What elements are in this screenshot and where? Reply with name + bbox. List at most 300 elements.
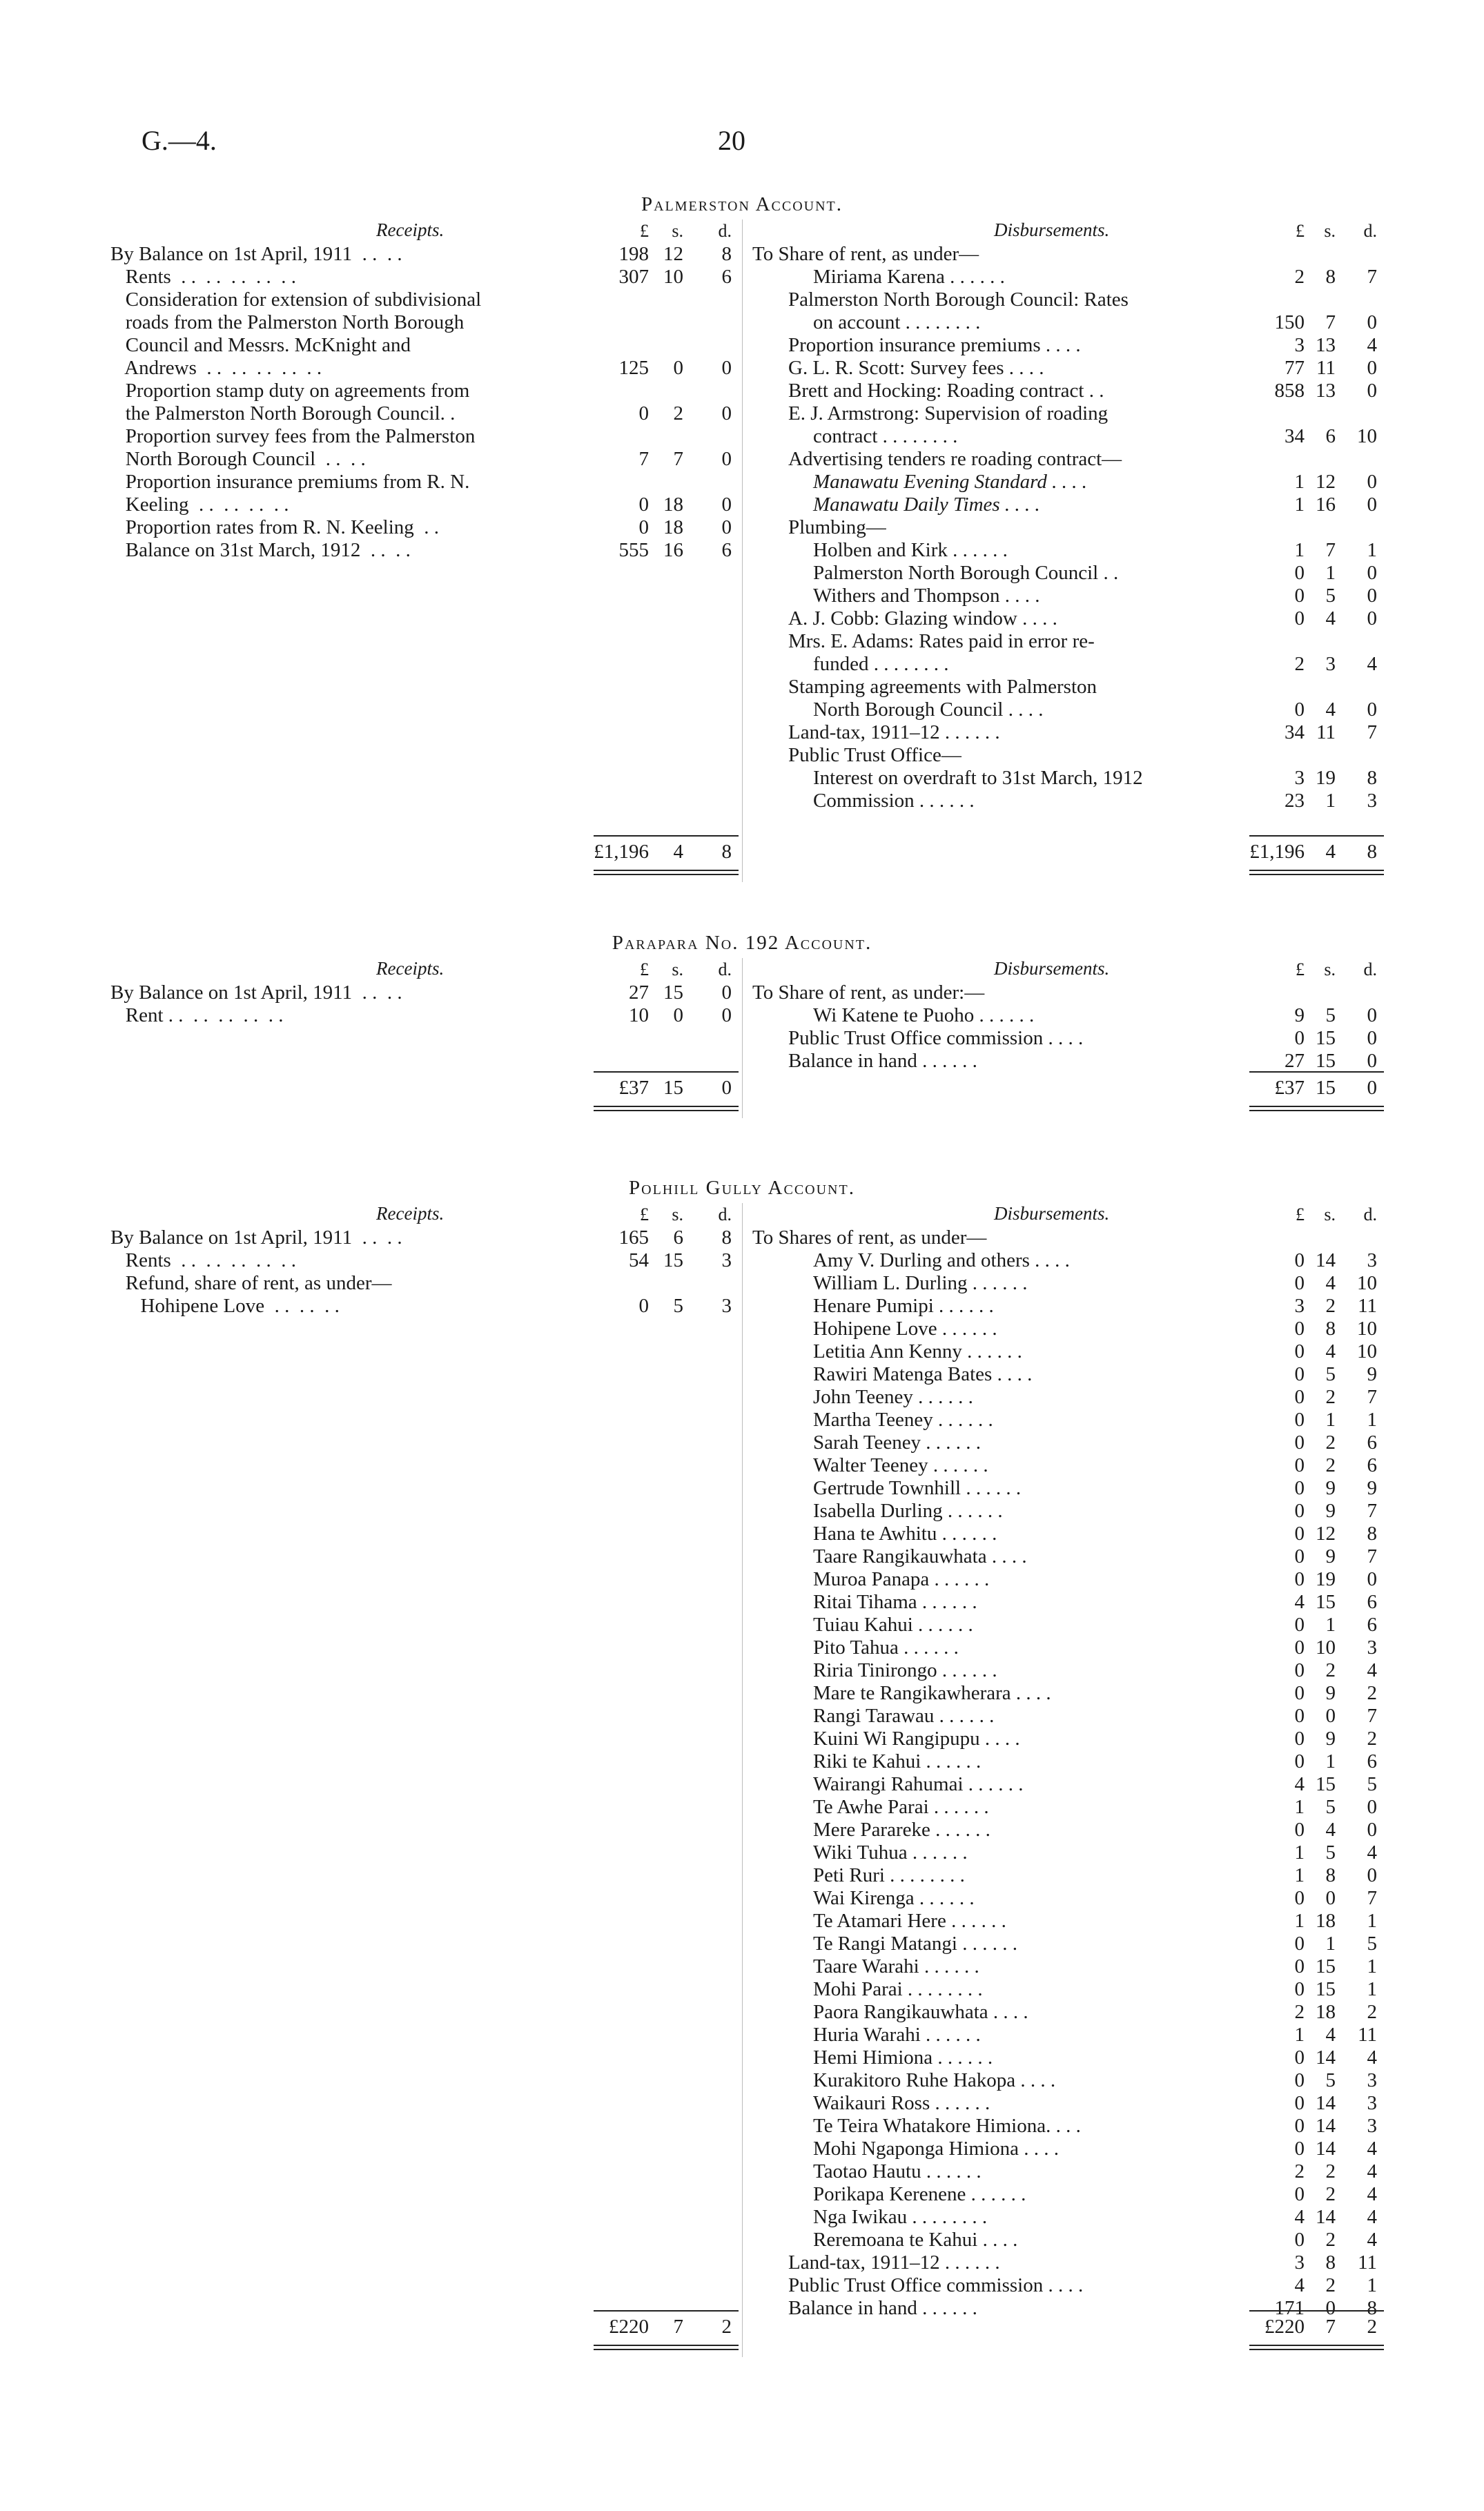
receipt-text: Keeling . . . . . . . . — [110, 494, 289, 516]
disbursement-text: Interest on overdraft to 31st March, 1912 — [813, 767, 1143, 789]
amount-shillings: 5 — [1325, 1004, 1336, 1026]
money-heading-left: d. — [718, 959, 732, 979]
amount-pence: 11 — [1358, 2251, 1377, 2274]
amount-pence: 0 — [721, 402, 732, 424]
amount-pounds: 0 — [1294, 1659, 1305, 1681]
disbursement-text: To Shares of rent, as under— — [752, 1227, 987, 1249]
disbursement-text: To Share of rent, as under:— — [752, 981, 985, 1004]
receipt-row — [110, 1272, 732, 1295]
disbursement-row — [752, 311, 1377, 334]
disbursement-row — [752, 607, 1377, 630]
amount-shillings: 2 — [1325, 1386, 1336, 1408]
money-heading-right: d. — [1363, 1204, 1377, 1224]
amount-pence: 3 — [721, 1295, 732, 1317]
amount-shillings: 1 — [1325, 1614, 1336, 1636]
disbursement-row — [752, 1864, 1377, 1887]
amount-shillings: 14 — [1316, 2115, 1336, 2137]
amount-pounds: 0 — [1294, 1477, 1305, 1499]
amount-pounds: 10 — [629, 1004, 649, 1026]
amount-pounds: 0 — [1294, 1500, 1305, 1522]
money-heading-left: s. — [672, 221, 683, 241]
amount-pounds: 0 — [1294, 1454, 1305, 1476]
disbursement-row — [752, 1477, 1377, 1500]
money-heading-right: s. — [1324, 1204, 1336, 1224]
page-number: 20 — [718, 125, 745, 156]
amount-pence: 10 — [1357, 1272, 1377, 1294]
disbursement-row — [752, 357, 1377, 380]
disbursement-text: Tuiau Kahui . . . . . . — [813, 1614, 973, 1636]
amount-shillings: 15 — [663, 981, 683, 1004]
disbursement-row — [752, 334, 1377, 357]
amount-pence: 6 — [721, 539, 732, 561]
disbursement-text: Balance in hand . . . . . . — [788, 2297, 977, 2319]
disbursement-text: North Borough Council . . . . — [813, 698, 1044, 721]
money-heading-right: s. — [1324, 959, 1336, 979]
amount-pence: 6 — [1367, 1750, 1377, 1772]
disbursement-text: Paora Rangikauwhata . . . . — [813, 2001, 1028, 2023]
amount-shillings: 4 — [1325, 698, 1336, 721]
disbursement-row — [752, 2206, 1377, 2229]
amount-pounds: 1 — [1294, 2024, 1305, 2046]
amount-pence: 1 — [1367, 1955, 1377, 1977]
amount-pounds: 27 — [629, 981, 649, 1004]
amount-pounds: 54 — [629, 1249, 649, 1271]
total-left-pence: 0 — [721, 1077, 732, 1099]
receipts-heading: Receipts. — [376, 219, 445, 240]
disbursement-row — [752, 1636, 1377, 1659]
amount-pounds: 34 — [1285, 425, 1305, 447]
disbursement-row — [752, 1432, 1377, 1454]
disbursement-text: Peti Ruri . . . . . . . . — [813, 1864, 965, 1886]
receipt-text: Refund, share of rent, as under— — [110, 1272, 392, 1294]
total-rule-left — [594, 835, 739, 837]
amount-pounds: 0 — [1294, 585, 1305, 607]
amount-pounds: 0 — [1294, 1750, 1305, 1772]
amount-pence: 0 — [1367, 562, 1377, 584]
amount-pounds: 0 — [1294, 1386, 1305, 1408]
disbursement-row — [752, 1227, 1377, 1249]
amount-pence: 7 — [1367, 266, 1377, 288]
amount-pence: 6 — [1367, 1614, 1377, 1636]
amount-pounds: 1 — [1294, 1910, 1305, 1932]
amount-pence: 8 — [1367, 1523, 1377, 1545]
amount-shillings: 14 — [1316, 2046, 1336, 2069]
amount-shillings: 2 — [1325, 1295, 1336, 1317]
amount-pence: 0 — [1367, 585, 1377, 607]
double-rule-left — [594, 2345, 739, 2350]
disbursement-text: Advertising tenders re roading contract— — [788, 448, 1122, 470]
receipt-text: North Borough Council . . . . — [110, 448, 366, 470]
amount-shillings: 9 — [1325, 1545, 1336, 1567]
amount-shillings: 5 — [1325, 1841, 1336, 1864]
amount-pence: 1 — [1367, 2274, 1377, 2296]
double-rule-left — [594, 870, 739, 875]
disbursement-text: Public Trust Office commission . . . . — [788, 2274, 1084, 2296]
amount-pounds: 0 — [638, 402, 649, 424]
disbursement-row — [752, 1841, 1377, 1864]
disbursement-text: Muroa Panapa . . . . . . — [813, 1568, 990, 1590]
receipt-text: the Palmerston North Borough Council. . — [110, 402, 456, 424]
amount-pounds: 0 — [1294, 1523, 1305, 1545]
disbursement-text: Riria Tinirongo . . . . . . — [813, 1659, 997, 1681]
receipt-text: Hohipene Love . . . . . . — [110, 1295, 340, 1317]
amount-shillings: 6 — [1325, 425, 1336, 447]
double-rule-right — [1249, 1106, 1384, 1111]
disbursement-row — [752, 2024, 1377, 2046]
amount-shillings: 10 — [663, 266, 683, 288]
amount-shillings: 4 — [1325, 1819, 1336, 1841]
disbursement-row — [752, 1568, 1377, 1591]
disbursement-text: Ritai Tihama . . . . . . — [813, 1591, 977, 1613]
amount-pounds: 0 — [638, 494, 649, 516]
amount-shillings: 15 — [1316, 1050, 1336, 1072]
amount-pounds: 0 — [1294, 1728, 1305, 1750]
total-rule-left — [594, 1071, 739, 1073]
amount-shillings: 12 — [1316, 1523, 1336, 1545]
receipt-text: By Balance on 1st April, 1911 . . . . — [110, 981, 402, 1004]
amount-pounds: 2 — [1294, 2001, 1305, 2023]
amount-pounds: 1 — [1294, 1796, 1305, 1818]
amount-shillings: 13 — [1316, 334, 1336, 356]
amount-pounds: 0 — [1294, 2183, 1305, 2205]
disbursement-text: Rangi Tarawau . . . . . . — [813, 1705, 995, 1727]
amount-shillings: 15 — [663, 1249, 683, 1271]
disbursement-text: Plumbing— — [788, 516, 886, 538]
amount-pounds: 0 — [1294, 1887, 1305, 1909]
amount-pence: 6 — [1367, 1432, 1377, 1454]
amount-pence: 0 — [1367, 1050, 1377, 1072]
total-left-shillings: 4 — [673, 841, 683, 863]
disbursement-text: Manawatu Daily Times . . . . — [813, 494, 1040, 516]
total-left-pounds: £37 — [618, 1077, 649, 1099]
amount-pounds: 1 — [1294, 471, 1305, 493]
amount-pence: 1 — [1367, 539, 1377, 561]
disbursement-row — [752, 1340, 1377, 1363]
disbursement-text: G. L. R. Scott: Survey fees . . . . — [788, 357, 1044, 379]
amount-pounds: 23 — [1285, 790, 1305, 812]
disbursement-text: funded . . . . . . . . — [813, 653, 949, 675]
amount-shillings: 7 — [1325, 311, 1336, 333]
money-heading-right: d. — [1363, 221, 1377, 241]
money-heading-left: £ — [640, 221, 649, 241]
money-heading-left: £ — [640, 1204, 649, 1224]
disbursement-text: Kuini Wi Rangipupu . . . . — [813, 1728, 1020, 1750]
amount-pounds: 0 — [1294, 2115, 1305, 2137]
amount-shillings: 16 — [663, 539, 683, 561]
amount-pounds: 1 — [1294, 494, 1305, 516]
amount-pounds: 0 — [1294, 1249, 1305, 1271]
disbursement-text: Letitia Ann Kenny . . . . . . — [813, 1340, 1022, 1362]
amount-shillings: 2 — [1325, 2274, 1336, 2296]
amount-pounds: 34 — [1285, 721, 1305, 743]
amount-pounds: 0 — [1294, 1955, 1305, 1977]
amount-pounds: 1 — [1294, 1841, 1305, 1864]
disbursement-row — [752, 2229, 1377, 2251]
disbursement-row — [752, 1409, 1377, 1432]
amount-pounds: 0 — [1294, 1432, 1305, 1454]
disbursement-text: John Teeney . . . . . . — [813, 1386, 973, 1408]
amount-shillings: 15 — [1316, 1591, 1336, 1613]
disbursement-text: Waikauri Ross . . . . . . — [813, 2092, 990, 2114]
amount-pounds: 2 — [1294, 266, 1305, 288]
disbursement-text: Public Trust Office— — [788, 744, 961, 766]
section-title: Polhill Gully Account. — [629, 1177, 855, 1199]
amount-shillings: 9 — [1325, 1500, 1336, 1522]
disbursement-text: William L. Durling . . . . . . — [813, 1272, 1028, 1294]
amount-pence: 2 — [1367, 1682, 1377, 1704]
disbursement-text: Te Teira Whatakore Himiona. . . . — [813, 2115, 1081, 2137]
amount-pence: 8 — [1367, 767, 1377, 789]
amount-pence: 2 — [1367, 2001, 1377, 2023]
disbursement-text: Wairangi Rahumai . . . . . . — [813, 1773, 1024, 1795]
disbursement-text: Land-tax, 1911–12 . . . . . . — [788, 721, 1000, 743]
money-heading-left: d. — [718, 1204, 732, 1224]
amount-pence: 3 — [1367, 790, 1377, 812]
amount-pence: 0 — [1367, 1004, 1377, 1026]
amount-pence: 3 — [1367, 1636, 1377, 1659]
amount-pence: 7 — [1367, 1705, 1377, 1727]
disbursement-text: Amy V. Durling and others . . . . — [813, 1249, 1070, 1271]
amount-pounds: 1 — [1294, 1864, 1305, 1886]
disbursement-row — [752, 1272, 1377, 1295]
money-heading-right: £ — [1296, 1204, 1305, 1224]
disbursement-row — [752, 539, 1377, 562]
disbursement-row — [752, 1295, 1377, 1318]
disbursement-row — [752, 2069, 1377, 2092]
amount-pounds: 0 — [1294, 1819, 1305, 1841]
amount-pence: 4 — [1367, 2160, 1377, 2182]
amount-pounds: 0 — [1294, 1978, 1305, 2000]
disbursement-row — [752, 1978, 1377, 2001]
amount-pence: 0 — [1367, 471, 1377, 493]
amount-pence: 3 — [1367, 2115, 1377, 2137]
total-right-pence: 8 — [1367, 841, 1377, 863]
money-heading-left: £ — [640, 959, 649, 979]
disbursement-text: Te Atamari Here . . . . . . — [813, 1910, 1006, 1932]
disbursement-row — [752, 698, 1377, 721]
amount-pence: 0 — [1367, 494, 1377, 516]
disbursements-heading: Disbursements. — [994, 219, 1110, 240]
amount-shillings: 14 — [1316, 2092, 1336, 2114]
disbursement-text: E. J. Armstrong: Supervision of roading — [788, 402, 1109, 424]
receipt-text: Proportion insurance premiums from R. N. — [110, 471, 470, 493]
total-right-pounds: £220 — [1265, 2316, 1305, 2338]
amount-pounds: 0 — [1294, 1545, 1305, 1567]
amount-pence: 0 — [1367, 698, 1377, 721]
amount-pounds: 2 — [1294, 2160, 1305, 2182]
amount-pence: 4 — [1367, 2183, 1377, 2205]
amount-shillings: 14 — [1316, 1249, 1336, 1271]
disbursement-text: Land-tax, 1911–12 . . . . . . — [788, 2251, 1000, 2274]
disbursement-row — [752, 448, 1377, 471]
receipts-heading: Receipts. — [376, 1203, 445, 1224]
disbursement-text: Commission . . . . . . — [813, 790, 975, 812]
disbursement-text: Proportion insurance premiums . . . . — [788, 334, 1081, 356]
disbursement-row — [752, 2092, 1377, 2115]
receipt-row — [110, 1004, 732, 1027]
disbursement-row — [752, 1728, 1377, 1750]
disbursement-text: Martha Teeney . . . . . . — [813, 1409, 993, 1431]
amount-pence: 10 — [1357, 425, 1377, 447]
amount-pounds: 0 — [1294, 1027, 1305, 1049]
disbursement-row — [752, 2046, 1377, 2069]
disbursement-row — [752, 653, 1377, 676]
disbursement-text: contract . . . . . . . . — [813, 425, 958, 447]
receipt-row — [110, 266, 732, 289]
amount-pence: 3 — [1367, 1249, 1377, 1271]
disbursement-row — [752, 2160, 1377, 2183]
disbursement-row — [752, 767, 1377, 790]
amount-pounds: 4 — [1294, 1591, 1305, 1613]
receipt-row — [110, 380, 732, 402]
receipt-row — [110, 516, 732, 539]
disbursement-row — [752, 289, 1377, 311]
amount-pounds: 4 — [1294, 2206, 1305, 2228]
disbursement-text: Mohi Parai . . . . . . . . — [813, 1978, 983, 2000]
amount-pence: 7 — [1367, 1545, 1377, 1567]
disbursement-row — [752, 471, 1377, 494]
disbursement-text: Hemi Himiona . . . . . . — [813, 2046, 993, 2069]
column-divider — [742, 1203, 743, 2357]
amount-pounds: 0 — [1294, 1933, 1305, 1955]
disbursement-text: Wi Katene te Puoho . . . . . . — [813, 1004, 1035, 1026]
amount-pounds: 4 — [1294, 2274, 1305, 2296]
amount-shillings: 8 — [1325, 1318, 1336, 1340]
amount-shillings: 5 — [1325, 1796, 1336, 1818]
money-heading-left: s. — [672, 959, 683, 979]
amount-pence: 1 — [1367, 1910, 1377, 1932]
amount-pounds: 858 — [1274, 380, 1305, 402]
disbursement-row — [752, 494, 1377, 516]
receipt-text: roads from the Palmerston North Borough — [110, 311, 465, 333]
receipt-text: Andrews . . . . . . . . . . — [110, 357, 322, 379]
amount-shillings: 18 — [1316, 2001, 1336, 2023]
total-right-pounds: £37 — [1274, 1077, 1305, 1099]
amount-pounds: 0 — [1294, 2229, 1305, 2251]
amount-pounds: 198 — [618, 243, 649, 265]
receipt-row — [110, 357, 732, 380]
amount-shillings: 0 — [1325, 1887, 1336, 1909]
amount-pence: 8 — [1367, 2297, 1377, 2319]
amount-pounds: 0 — [1294, 1636, 1305, 1659]
amount-pounds: 1 — [1294, 539, 1305, 561]
amount-shillings: 16 — [1316, 494, 1336, 516]
amount-pounds: 0 — [1294, 607, 1305, 629]
amount-shillings: 0 — [1325, 1705, 1336, 1727]
amount-pence: 4 — [1367, 334, 1377, 356]
receipt-row — [110, 243, 732, 266]
receipt-text: Consideration for extension of subdivisional — [110, 289, 482, 311]
amount-pounds: 0 — [1294, 1318, 1305, 1340]
total-left-shillings: 15 — [663, 1077, 683, 1099]
disbursement-row — [752, 1050, 1377, 1073]
amount-pence: 7 — [1367, 1386, 1377, 1408]
disbursement-text: Palmerston North Borough Council: Rates — [788, 289, 1129, 311]
receipt-row — [110, 471, 732, 494]
disbursement-row — [752, 676, 1377, 698]
total-right-shillings: 4 — [1325, 841, 1336, 863]
disbursement-row — [752, 1750, 1377, 1773]
disbursement-row — [752, 1386, 1377, 1409]
amount-pounds: 0 — [1294, 1568, 1305, 1590]
disbursement-text: Te Awhe Parai . . . . . . — [813, 1796, 989, 1818]
money-heading-left: d. — [718, 221, 732, 241]
disbursement-row — [752, 243, 1377, 266]
receipt-text: Rents . . . . . . . . . . — [110, 1249, 297, 1271]
total-left-pounds: £220 — [609, 2316, 649, 2338]
amount-shillings: 4 — [1325, 1272, 1336, 1294]
disbursement-row — [752, 1318, 1377, 1340]
amount-pence: 1 — [1367, 1978, 1377, 2000]
disbursement-row — [752, 1910, 1377, 1933]
amount-pence: 0 — [1367, 607, 1377, 629]
amount-shillings: 5 — [1325, 1363, 1336, 1385]
amount-shillings: 5 — [1325, 2069, 1336, 2091]
amount-shillings: 4 — [1325, 607, 1336, 629]
disbursement-row — [752, 1523, 1377, 1545]
disbursement-row — [752, 744, 1377, 767]
receipt-text: Council and Messrs. McKnight and — [110, 334, 411, 356]
amount-pounds: 0 — [1294, 1363, 1305, 1385]
disbursement-text: Gertrude Townhill . . . . . . — [813, 1477, 1022, 1499]
receipt-row — [110, 334, 732, 357]
amount-shillings: 8 — [1325, 1864, 1336, 1886]
amount-pounds: 4 — [1294, 1773, 1305, 1795]
disbursement-text: Balance in hand . . . . . . — [788, 1050, 977, 1072]
column-divider — [742, 219, 743, 882]
disbursement-row — [752, 1004, 1377, 1027]
amount-shillings: 1 — [1325, 1409, 1336, 1431]
disbursement-text: Taare Rangikauwhata . . . . — [813, 1545, 1027, 1567]
amount-shillings: 11 — [1316, 721, 1336, 743]
disbursement-text: Walter Teeney . . . . . . — [813, 1454, 988, 1476]
receipt-row — [110, 539, 732, 562]
receipt-row — [110, 1295, 732, 1318]
disbursement-row — [752, 516, 1377, 539]
disbursement-row — [752, 425, 1377, 448]
amount-pence: 6 — [721, 266, 732, 288]
amount-pence: 10 — [1357, 1340, 1377, 1362]
amount-pence: 3 — [1367, 2069, 1377, 2091]
disbursement-row — [752, 630, 1377, 653]
receipts-heading: Receipts. — [376, 958, 445, 979]
receipt-row — [110, 289, 732, 311]
amount-pounds: 150 — [1274, 311, 1305, 333]
disbursement-row — [752, 2115, 1377, 2138]
amount-shillings: 15 — [1316, 1978, 1336, 2000]
receipt-row — [110, 402, 732, 425]
disbursement-row — [752, 1454, 1377, 1477]
amount-shillings: 12 — [1316, 471, 1336, 493]
amount-pounds: 0 — [1294, 1272, 1305, 1294]
disbursement-text: Pito Tahua . . . . . . — [813, 1636, 959, 1659]
disbursement-row — [752, 1955, 1377, 1978]
amount-pence: 4 — [1367, 2206, 1377, 2228]
amount-pence: 0 — [1367, 1819, 1377, 1841]
amount-pence: 0 — [1367, 357, 1377, 379]
receipt-text: By Balance on 1st April, 1911 . . . . — [110, 1227, 402, 1249]
receipt-text: By Balance on 1st April, 1911 . . . . — [110, 243, 402, 265]
amount-pence: 0 — [721, 1004, 732, 1026]
amount-pence: 3 — [1367, 2092, 1377, 2114]
disbursement-text: Sarah Teeney . . . . . . — [813, 1432, 982, 1454]
double-rule-right — [1249, 2345, 1384, 2350]
amount-pounds: 0 — [1294, 2092, 1305, 2114]
receipt-row — [110, 1249, 732, 1272]
amount-shillings: 6 — [673, 1227, 683, 1249]
disbursement-text: To Share of rent, as under— — [752, 243, 979, 265]
disbursement-text: Hohipene Love . . . . . . — [813, 1318, 997, 1340]
